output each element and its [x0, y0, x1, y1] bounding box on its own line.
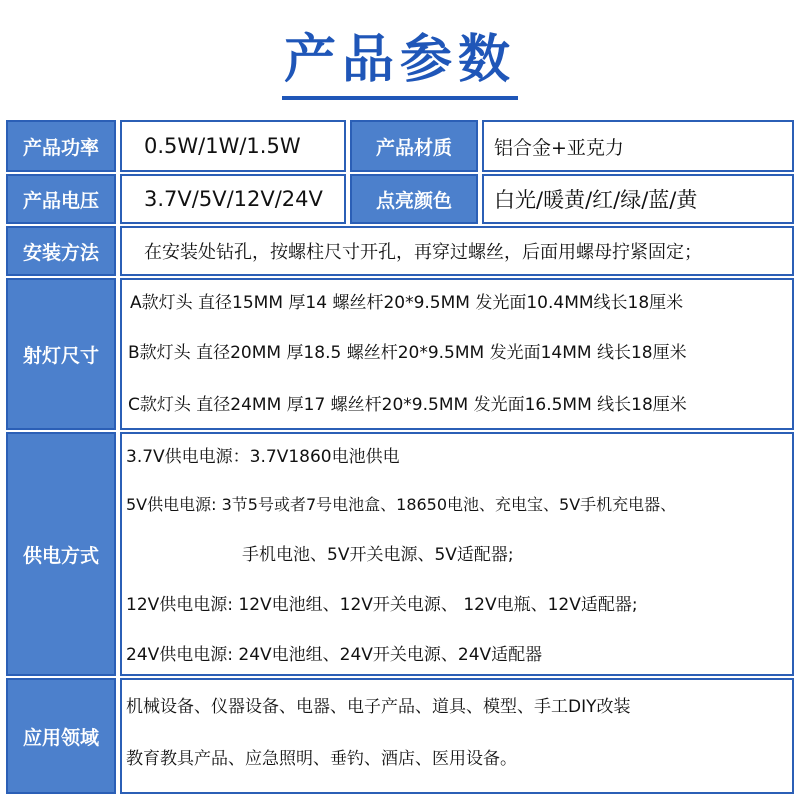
label-usage: 应用领域 — [6, 678, 116, 794]
value-voltage: 3.7V/5V/12V/24V — [120, 174, 346, 224]
row-size — [6, 278, 794, 430]
value-color: 白光/暖黄/红/绿/蓝/黄 — [482, 174, 794, 224]
supply-line-3v7: 3.7V供电电源：3.7V1860电池供电 — [126, 447, 400, 467]
row-power — [6, 120, 794, 172]
row-install — [6, 226, 794, 276]
row-usage — [6, 678, 794, 794]
label-material: 产品材质 — [350, 120, 478, 172]
spec-table — [6, 120, 794, 794]
label-voltage: 产品电压 — [6, 174, 116, 224]
supply-line-24v: 24V供电电源: 24V电池组、24V开关电源、24V适配器 — [126, 645, 543, 665]
supply-line-5v-cont: 手机电池、5V开关电源、5V适配器; — [242, 545, 514, 565]
row-voltage — [6, 174, 794, 224]
value-power: 0.5W/1W/1.5W — [120, 120, 346, 172]
value-material: 铝合金+亚克力 — [482, 120, 794, 172]
usage-line-1: 机械设备、仪器设备、电器、电子产品、道具、模型、手工DIY改装 — [126, 697, 631, 717]
page-title: 产品参数 — [282, 28, 518, 100]
value-install: 在安装处钻孔，按螺柱尺寸开孔，再穿过螺丝，后面用螺母拧紧固定； — [120, 226, 794, 276]
label-install: 安装方法 — [6, 226, 116, 276]
label-supply: 供电方式 — [6, 432, 116, 676]
supply-lines — [120, 432, 794, 676]
label-size: 射灯尺寸 — [6, 278, 116, 430]
row-supply — [6, 432, 794, 676]
label-power: 产品功率 — [6, 120, 116, 172]
size-line-a: A款灯头 直径15MM 厚14 螺丝杆20*9.5MM 发光面10.4MM线长18厘米 — [130, 293, 684, 313]
supply-line-5v: 5V供电电源: 3节5号或者7号电池盒、18650电池、充电宝、5V手机充电器、 — [126, 495, 677, 514]
size-line-b: B款灯头 直径20MM 厚18.5 螺丝杆20*9.5MM 发光面14MM 线长18厘米 — [128, 343, 687, 363]
size-lines — [120, 278, 794, 430]
supply-line-12v: 12V供电电源: 12V电池组、12V开关电源、 12V电瓶、12V适配器; — [126, 595, 638, 615]
usage-line-2: 教育教具产品、应急照明、垂钓、酒店、医用设备。 — [126, 749, 517, 769]
page-title-wrap — [0, 28, 800, 100]
size-line-c: C款灯头 直径24MM 厚17 螺丝杆20*9.5MM 发光面16.5MM 线长18厘米 — [128, 395, 687, 415]
usage-lines — [120, 678, 794, 794]
label-color: 点亮颜色 — [350, 174, 478, 224]
